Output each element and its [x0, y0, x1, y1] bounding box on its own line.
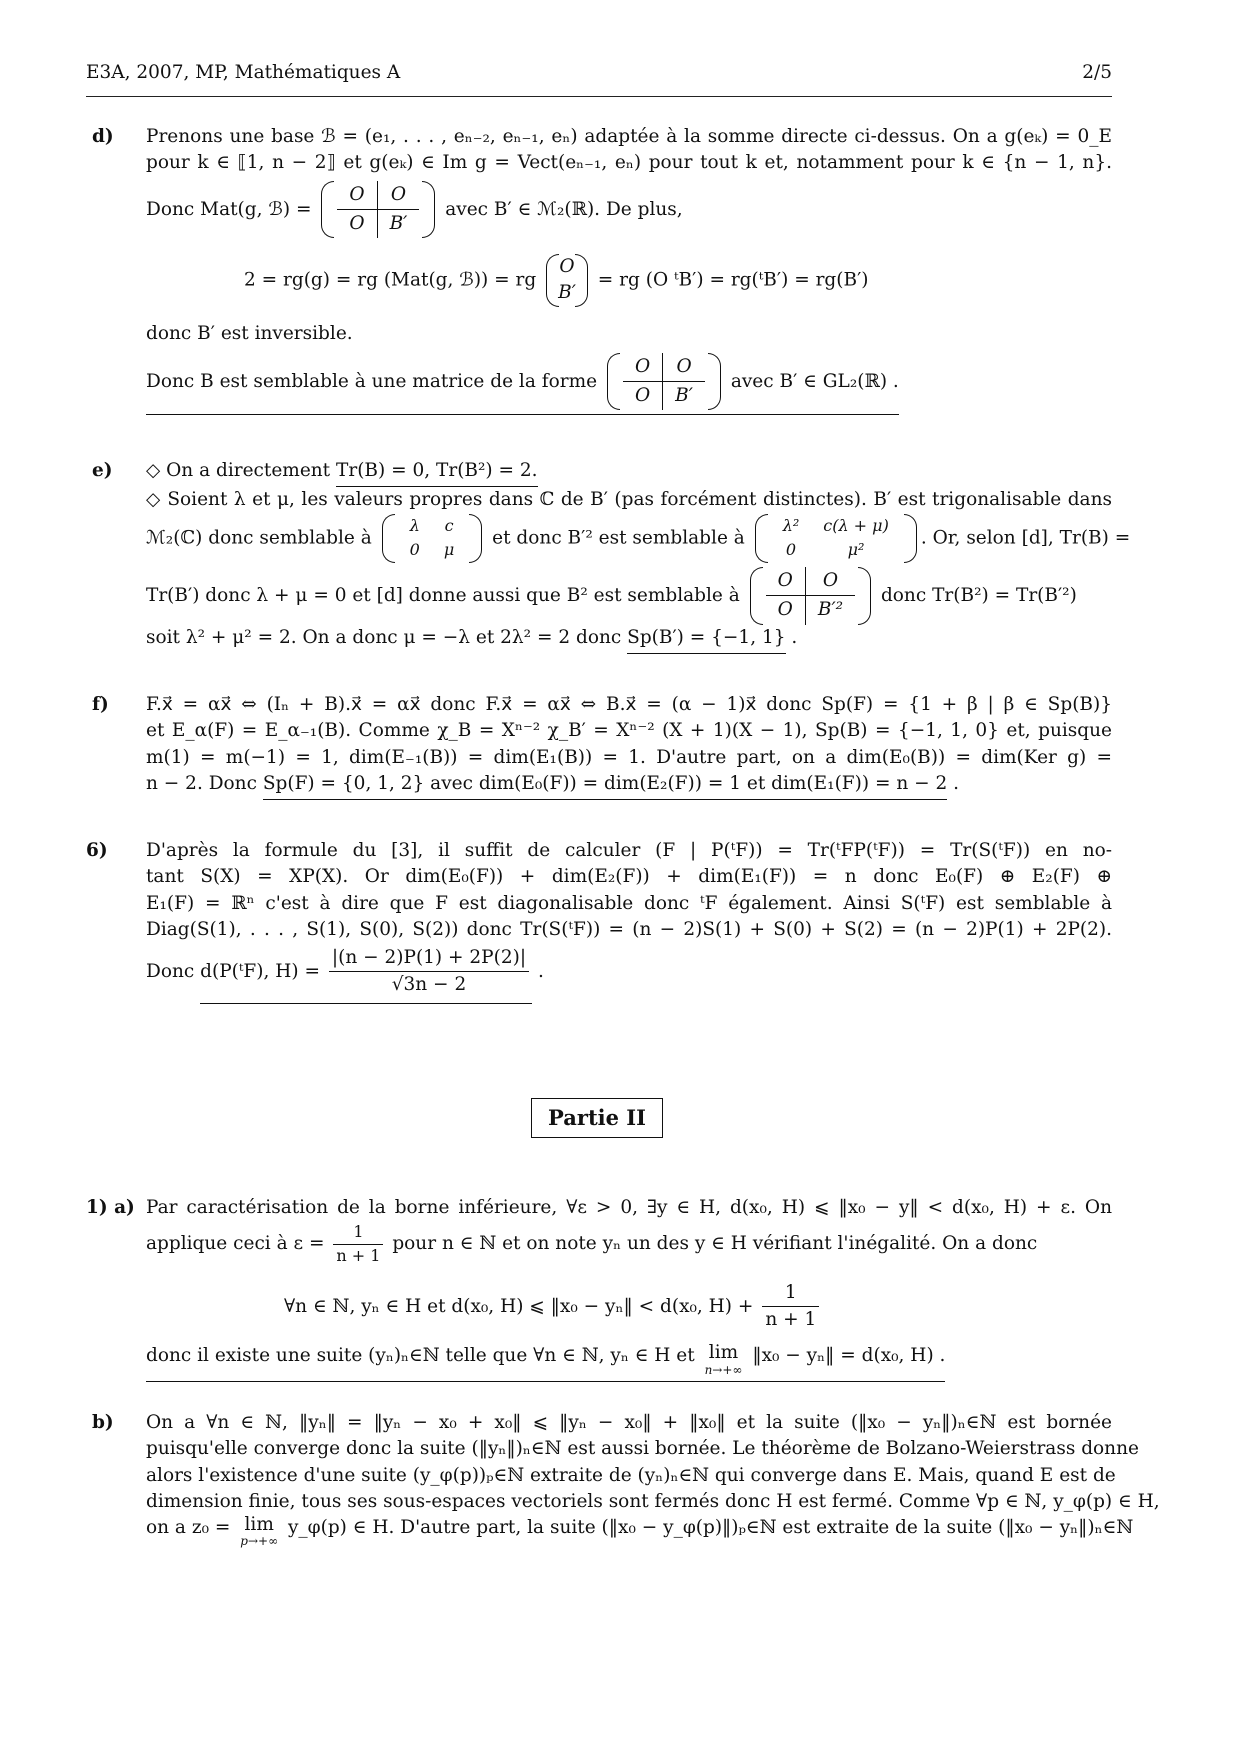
squared-matrix: λ² c(λ + μ) 0 μ² [755, 514, 917, 563]
block-matrix-2: O O O B′ [607, 353, 721, 411]
question-d [86, 124, 1112, 415]
bound-fraction: $\frac{1}{n + 1}$ [762, 1280, 819, 1334]
q6-line-4: Diag(S(1), . . . , S(1), S(0), S(2)) donc Tr(S(ᵗF)) = (n − 2)S(1) + S(0) + S(2) = (n − 2)P(1) + 2P(2). [146, 918, 1112, 940]
column-matrix: O B′ [546, 254, 588, 307]
f-line-2: et E_α(F) = E_α₋₁(B). Comme χ_B = Xⁿ⁻² χ_B′ = Xⁿ⁻² (X + 1)(X − 1), Sp(B) = {−1, 1, 0} et, puisque [146, 720, 1112, 742]
d-line-3: Donc Mat(g, ℬ) = O O O B′ avec B′ ∈ ℳ₂(ℝ). De plus, [146, 181, 1112, 239]
e-line-3: ℳ₂(ℂ) donc semblable à λ c 0 μ et donc B′² est semblable à λ² c(λ + μ) 0 μ² . Or, selon [d], Tr(B) = [146, 514, 1112, 563]
e-line-2: ◇ Soient λ et μ, les valeurs propres dans ℂ de B′ (pas forcément distinctes). B′ est trigonalisable dans [146, 489, 1112, 511]
f-result: Sp(F) = {0, 1, 2} avec dim(E₀(F)) = dim(E₂(F)) = 1 et dim(E₁(F)) = n − 2 [263, 771, 947, 800]
question-e [86, 458, 1131, 654]
label-d: d) [92, 126, 114, 147]
question-1a [86, 1195, 1112, 1382]
e-line-1: ◇ On a directement Tr(B) = 0, Tr(B²) = 2. [146, 458, 1112, 487]
d-rank-equation: 2 = rg(g) = rg (Mat(g, ℬ)) = rg O B′ = rg (O ᵗB′) = rg(ᵗB′) = rg(B′) [244, 254, 1112, 307]
e-result-1: Tr(B) = 0, Tr(B²) = 2. [336, 458, 538, 487]
limit-operator: lim n→+∞ [704, 1342, 743, 1377]
e-line-5: soit λ² + μ² = 2. On a donc μ = −λ et 2λ² = 2 donc Sp(B′) = {−1, 1} . [146, 625, 1112, 654]
q1b-line-4: dimension finie, tous ses sous-espaces vectoriels sont fermés donc H est fermé. Comme ∀p ∈ ℕ, y_φ(p) ∈ H, [146, 1490, 1160, 1512]
header-title: E3A, 2007, MP, Mathématiques A [86, 62, 401, 83]
page-number: 2/5 [1082, 62, 1112, 83]
question-f [86, 692, 1112, 800]
question-6 [86, 838, 1112, 1004]
d-conclusion: Donc B est semblable à une matrice de la forme O O O B′ avec B′ ∈ GL₂(ℝ) . [146, 353, 899, 416]
q6-line-5: Donc d(P(ᵗF), H) = $\frac{|(n - 2)P(1) + 2P(2)|}{√3n - 2}$ . [146, 945, 1112, 1004]
e-line-4: Tr(B′) donc λ + μ = 0 et [d] donne aussi que B² est semblable à O O O B′² donc Tr(B²) = Tr(B′²) [146, 567, 1112, 625]
label-e: e) [92, 460, 113, 481]
part-title: Partie II [531, 1098, 663, 1138]
d-line-2: pour k ∈ ⟦1, n − 2⟧ et g(eₖ) ∈ Im g = Vect(eₙ₋₁, eₙ) pour tout k et, notamment pour k ∈ {n − 1, n}. [146, 152, 1112, 174]
q1a-conclusion: donc il existe une suite (yₙ)ₙ∈ℕ telle que ∀n ∈ ℕ, yₙ ∈ H et lim n→+∞ ‖x₀ − yₙ‖ = d(x₀, H) . [146, 1343, 945, 1382]
block-matrix-3: O O O B′² [750, 567, 871, 625]
q1b-line-3: alors l'existence d'une suite (y_φ(p))ₚ∈ℕ extraite de (yₙ)ₙ∈ℕ qui converge dans E. Mais, quand E est de [146, 1464, 1116, 1486]
d-line-1: Prenons une base ℬ = (e₁, . . . , eₙ₋₂, eₙ₋₁, eₙ) adaptée à la somme directe ci-dessus. On a g(eₖ) = 0_E [146, 126, 1112, 147]
d-line-4: donc B′ est inversible. [146, 322, 353, 344]
label-1a: 1) a) [86, 1197, 135, 1218]
q6-line-1: D'après la formule du [3], il suffit de calculer (F | P(ᵗF)) = Tr(ᵗFP(ᵗF)) = Tr(S(ᵗF)) en no- [146, 840, 1112, 861]
epsilon-fraction: $\frac{1}{n + 1}$ [333, 1221, 383, 1267]
question-1b [86, 1410, 1160, 1549]
q1b-line-5: on a z₀ = lim p→+∞ y_φ(p) ∈ H. D'autre part, la suite (‖x₀ − y_φ(p)‖)ₚ∈ℕ est extraite de la suite (‖x₀ − yₙ‖)ₙ∈ℕ [146, 1514, 1134, 1549]
f-line-1: F.x⃗ = αx⃗ ⇔ (Iₙ + B).x⃗ = αx⃗ donc F.x⃗ = αx⃗ ⇔ B.x⃗ = (α − 1)x⃗ donc Sp(F) = {1 + β | β ∈ Sp(B)} [146, 694, 1112, 715]
limit-operator-2: lim p→+∞ [240, 1514, 279, 1549]
q1b-line-1: On a ∀n ∈ ℕ, ‖yₙ‖ = ‖yₙ − x₀ + x₀‖ ⩽ ‖yₙ − x₀‖ + ‖x₀‖ et la suite (‖x₀ − yₙ‖)ₙ∈ℕ est bornée [146, 1412, 1112, 1433]
q1a-line-2: applique ceci à ε = $\frac{1}{n + 1}$ pour n ∈ ℕ et on note yₙ un des y ∈ H vérifiant l'inégalité. On a donc [146, 1221, 1112, 1267]
e-result-2: Sp(B′) = {−1, 1} [627, 625, 785, 654]
q1a-line-1: Par caractérisation de la borne inférieure, ∀ε > 0, ∃y ∈ H, d(x₀, H) ⩽ ‖x₀ − y‖ < d(x₀, H) + ε. On [146, 1197, 1112, 1218]
label-1b: b) [92, 1412, 114, 1433]
q6-result: d(P(ᵗF), H) = $\frac{|(n - 2)P(1) + 2P(2)|}{√3n - 2}$ [200, 945, 532, 1004]
label-6: 6) [86, 840, 108, 861]
triangular-matrix: λ c 0 μ [382, 514, 483, 563]
block-matrix: O O O B′ [321, 181, 435, 239]
f-line-4: n − 2. Donc Sp(F) = {0, 1, 2} avec dim(E₀(F)) = dim(E₂(F)) = 1 et dim(E₁(F)) = n − 2 . [146, 771, 1112, 800]
f-line-3: m(1) = m(−1) = 1, dim(E₋₁(B)) = dim(E₁(B)) = 1. D'autre part, on a dim(E₀(B)) = dim(Ker g) = [146, 746, 1112, 768]
distance-fraction: $\frac{|(n - 2)P(1) + 2P(2)|}{√3n - 2}$ [329, 945, 529, 999]
label-f: f) [92, 694, 109, 715]
q1b-line-2: puisqu'elle converge donc la suite (‖yₙ‖)ₙ∈ℕ est aussi bornée. Le théorème de Bolzano-Weierstrass donne [146, 1438, 1139, 1460]
q6-line-3: E₁(F) = ℝⁿ c'est à dire que F est diagonalisable donc ᵗF également. Ainsi S(ᵗF) est semblable à [146, 892, 1112, 914]
page-header [86, 56, 1112, 97]
q1a-equation: ∀n ∈ ℕ, yₙ ∈ H et d(x₀, H) ⩽ ‖x₀ − yₙ‖ < d(x₀, H) + $\frac{1}{n + 1}$ [284, 1280, 1112, 1334]
q6-line-2: tant S(X) = XP(X). Or dim(E₀(F)) + dim(E₂(F)) + dim(E₁(F)) = n donc E₀(F) ⊕ E₂(F) ⊕ [146, 866, 1112, 888]
